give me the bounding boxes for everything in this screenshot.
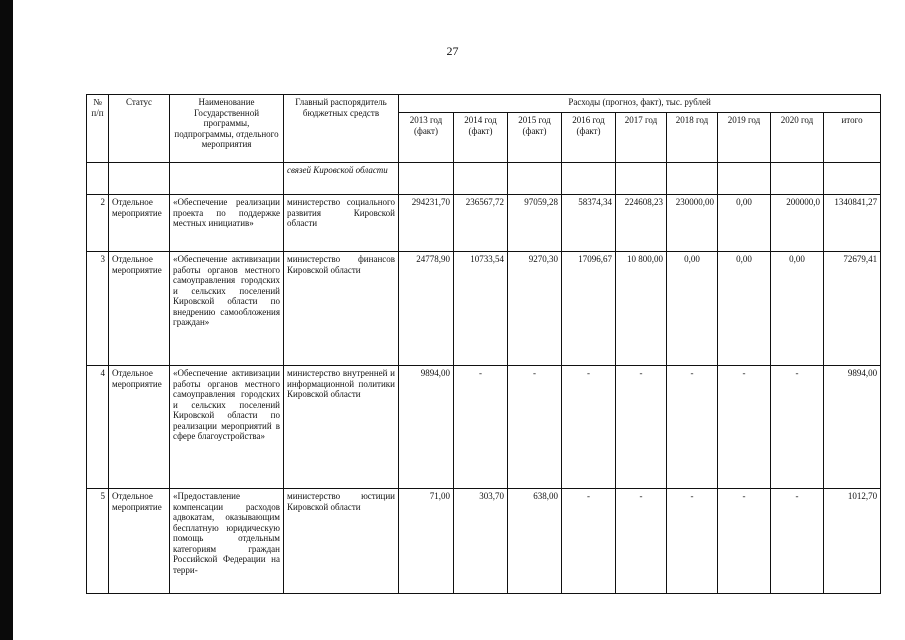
header-status: Статус	[109, 95, 170, 163]
row-status: Отдельное мероприятие	[109, 489, 170, 594]
row-manager: министерство социального развития Кировской области	[284, 195, 399, 252]
row-num: 3	[87, 252, 109, 366]
row-value: -	[508, 366, 562, 489]
row-value: 9270,30	[508, 252, 562, 366]
row-num: 2	[87, 195, 109, 252]
row-value: 230000,00	[667, 195, 718, 252]
row-value: 0,00	[667, 252, 718, 366]
row-value: -	[667, 489, 718, 594]
row-value: 10 800,00	[616, 252, 667, 366]
row-value: 10733,54	[454, 252, 508, 366]
page-number: 27	[446, 44, 459, 58]
row-num: 5	[87, 489, 109, 594]
header-total: итого	[824, 113, 881, 163]
row-value: -	[718, 366, 771, 489]
row-value: 0,00	[718, 195, 771, 252]
row-total: 1012,70	[824, 489, 881, 594]
table-row	[87, 489, 881, 594]
header-year: 2015 год (факт)	[508, 113, 562, 163]
row-value: -	[454, 366, 508, 489]
row-value: -	[562, 489, 616, 594]
row-value: 0,00	[718, 252, 771, 366]
row-manager: министерство финансов Кировской области	[284, 252, 399, 366]
expenses-table	[86, 94, 881, 594]
row-status: Отдельное мероприятие	[109, 252, 170, 366]
row-status: Отдельное мероприятие	[109, 366, 170, 489]
header-year: 2013 год (факт)	[399, 113, 454, 163]
continuation-text: связей Кировской области	[284, 163, 399, 195]
header-year: 2019 год	[718, 113, 771, 163]
header-num: № п/п	[87, 95, 109, 163]
row-value: 58374,34	[562, 195, 616, 252]
row-value: 97059,28	[508, 195, 562, 252]
header-row	[87, 95, 881, 113]
row-value: 224608,23	[616, 195, 667, 252]
table-row	[87, 366, 881, 489]
table-row	[87, 195, 881, 252]
header-manager: Главный распорядитель бюджетных средств	[284, 95, 399, 163]
row-value: -	[616, 489, 667, 594]
row-value: 236567,72	[454, 195, 508, 252]
row-value: -	[771, 489, 824, 594]
row-total: 9894,00	[824, 366, 881, 489]
row-value: 294231,70	[399, 195, 454, 252]
row-value: -	[718, 489, 771, 594]
row-name: «Обеспечение активизации работы органов местного самоуправления городских и сельских поселений Кировской области по реализации мероприятий в сфере благоустройства»	[170, 366, 284, 489]
row-value: -	[562, 366, 616, 489]
row-value: 24778,90	[399, 252, 454, 366]
continuation-row	[87, 163, 881, 195]
row-value: 200000,0	[771, 195, 824, 252]
row-name: «Обеспечение реализации проекта по поддержке местных инициатив»	[170, 195, 284, 252]
row-value: -	[667, 366, 718, 489]
row-num: 4	[87, 366, 109, 489]
row-manager: министерство внутренней и информационной политики Кировской области	[284, 366, 399, 489]
header-year: 2014 год (факт)	[454, 113, 508, 163]
header-year: 2020 год	[771, 113, 824, 163]
row-value: -	[771, 366, 824, 489]
row-value: 0,00	[771, 252, 824, 366]
row-value: 71,00	[399, 489, 454, 594]
row-value: 9894,00	[399, 366, 454, 489]
header-year: 2017 год	[616, 113, 667, 163]
row-value: 303,70	[454, 489, 508, 594]
row-name: «Обеспечение активизации работы органов местного самоуправления городских и сельских поселений Кировской области по внедрению самообложения граждан»	[170, 252, 284, 366]
row-manager: министерство юстиции Кировской области	[284, 489, 399, 594]
row-status: Отдельное мероприятие	[109, 195, 170, 252]
row-name: «Предоставление компенсации расходов адвокатам, оказывающим бесплатную юридическую помощь отдельным категориям граждан Российской Федерации на терри-	[170, 489, 284, 594]
row-total: 72679,41	[824, 252, 881, 366]
table-row	[87, 252, 881, 366]
row-total: 1340841,27	[824, 195, 881, 252]
row-value: 638,00	[508, 489, 562, 594]
header-year: 2016 год (факт)	[562, 113, 616, 163]
header-year: 2018 год	[667, 113, 718, 163]
row-value: -	[616, 366, 667, 489]
header-expenses: Расходы (прогноз, факт), тыс. рублей	[399, 95, 881, 113]
row-value: 17096,67	[562, 252, 616, 366]
scan-binding-edge	[0, 0, 13, 640]
header-name: Наименование Государственной программы, подпрограммы, отдельного мероприятия	[170, 95, 284, 163]
